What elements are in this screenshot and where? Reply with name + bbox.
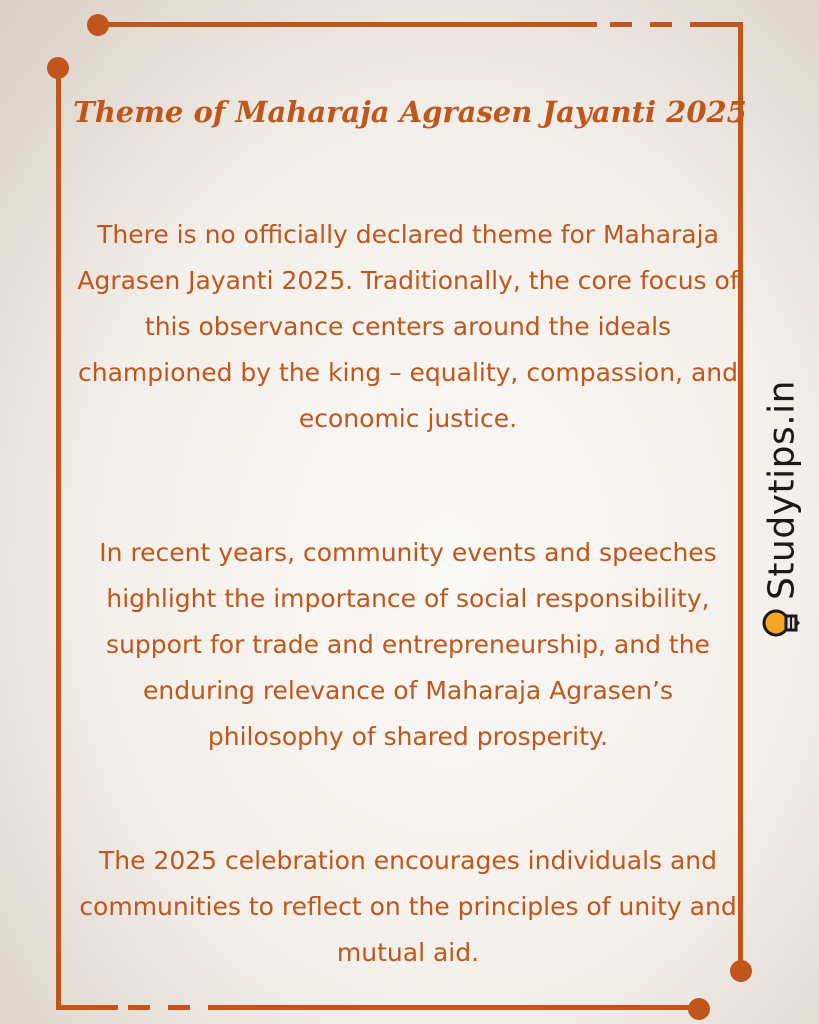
frame-bottom-line bbox=[208, 1005, 698, 1010]
paragraph-recent-years: In recent years, community events and speeches highlight the importance of social responsibility, support for trade and entrepreneurship, and the enduring relevance of Maharaja Agrasen’s philosophy of shared prosperity. bbox=[99, 538, 717, 751]
paragraph-intro: There is no officially declared theme for Maharaja Agrasen Jayanti 2025. Traditionally, the core focus of this observance centers around the ideals championed by the king – equality, compassion, and economic justice. bbox=[77, 220, 739, 433]
frame-bottom-dash-2 bbox=[168, 1005, 190, 1010]
frame-top-dash-2 bbox=[650, 22, 672, 27]
frame-bottom-dot bbox=[688, 998, 710, 1020]
paragraph-celebration: The 2025 celebration encourages individuals and communities to reflect on the principles of unity and mutual aid. bbox=[79, 846, 737, 967]
frame-top-line bbox=[97, 22, 597, 27]
frame-right-line bbox=[738, 22, 743, 969]
brand-logo bbox=[752, 345, 812, 645]
lightbulb-icon bbox=[757, 603, 807, 643]
page-title: Theme of Maharaja Agrasen Jayanti 2025 bbox=[73, 95, 747, 129]
frame-top-right-line bbox=[690, 22, 743, 27]
brand-name: Studytips.in bbox=[761, 380, 803, 600]
frame-bottom-dash-1 bbox=[128, 1005, 150, 1010]
frame-left-line bbox=[56, 65, 61, 1010]
frame-top-dot bbox=[87, 14, 109, 36]
frame-bottom-left-line bbox=[56, 1005, 118, 1010]
frame-top-dash-1 bbox=[610, 22, 632, 27]
